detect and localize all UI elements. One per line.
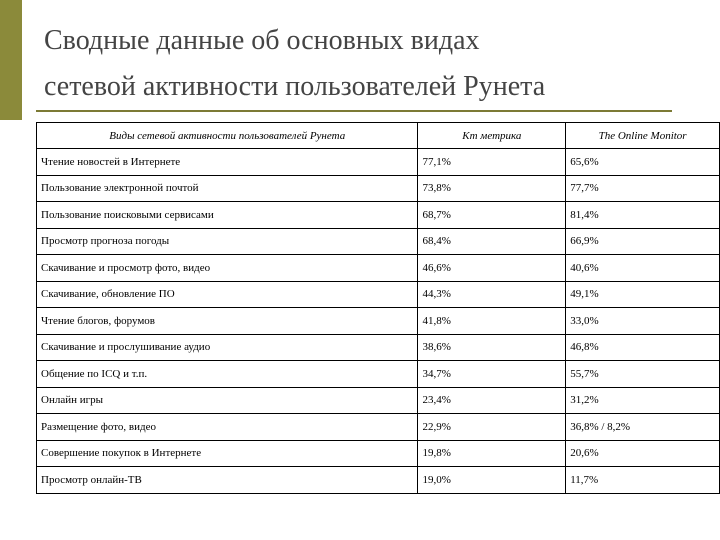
table-row [37, 175, 720, 202]
cell-kimetrika: 23,4% [418, 387, 566, 414]
cell-online-monitor: 11,7% [566, 467, 720, 494]
cell-activity: Просмотр онлайн-ТВ [37, 467, 418, 494]
table-row [37, 202, 720, 229]
table-row [37, 361, 720, 388]
cell-activity: Пользование электронной почтой [37, 175, 418, 202]
table-row [37, 334, 720, 361]
table-row [37, 255, 720, 282]
title-line-1: Сводные данные об основных видах [44, 25, 480, 56]
cell-kimetrika: 77,1% [418, 149, 566, 176]
cell-activity: Скачивание и просмотр фото, видео [37, 255, 418, 282]
table-row [37, 281, 720, 308]
cell-activity: Чтение блогов, форумов [37, 308, 418, 335]
header-activity: Виды сетевой активности пользователей Рунета [37, 123, 418, 149]
cell-kimetrika: 38,6% [418, 334, 566, 361]
page-title [44, 18, 704, 110]
cell-kimetrika: 22,9% [418, 414, 566, 441]
cell-online-monitor: 36,8% / 8,2% [566, 414, 720, 441]
cell-online-monitor: 40,6% [566, 255, 720, 282]
cell-online-monitor: 77,7% [566, 175, 720, 202]
cell-kimetrika: 19,8% [418, 440, 566, 467]
cell-kimetrika: 44,3% [418, 281, 566, 308]
cell-activity: Чтение новостей в Интернете [37, 149, 418, 176]
cell-online-monitor: 31,2% [566, 387, 720, 414]
cell-online-monitor: 46,8% [566, 334, 720, 361]
cell-kimetrika: 68,7% [418, 202, 566, 229]
cell-activity: Скачивание и прослушивание аудио [37, 334, 418, 361]
table-row [37, 414, 720, 441]
cell-online-monitor: 66,9% [566, 228, 720, 255]
cell-kimetrika: 41,8% [418, 308, 566, 335]
title-divider [36, 110, 672, 112]
table-row [37, 387, 720, 414]
cell-online-monitor: 65,6% [566, 149, 720, 176]
cell-online-monitor: 20,6% [566, 440, 720, 467]
cell-kimetrika: 73,8% [418, 175, 566, 202]
table-row [37, 228, 720, 255]
cell-online-monitor: 55,7% [566, 361, 720, 388]
cell-online-monitor: 81,4% [566, 202, 720, 229]
cell-activity: Размещение фото, видео [37, 414, 418, 441]
slide-sidebar-bar [0, 0, 22, 120]
cell-online-monitor: 33,0% [566, 308, 720, 335]
cell-activity: Совершение покупок в Интернете [37, 440, 418, 467]
cell-activity: Просмотр прогноза погоды [37, 228, 418, 255]
cell-kimetrika: 46,6% [418, 255, 566, 282]
cell-activity: Скачивание, обновление ПО [37, 281, 418, 308]
cell-kimetrika: 34,7% [418, 361, 566, 388]
cell-activity: Онлайн игры [37, 387, 418, 414]
cell-activity: Пользование поисковыми сервисами [37, 202, 418, 229]
table-row [37, 308, 720, 335]
title-line-2: сетевой активности пользователей Рунета [44, 71, 546, 102]
cell-kimetrika: 19,0% [418, 467, 566, 494]
activity-table [36, 122, 720, 494]
header-kimetrika: Km метрика [418, 123, 566, 149]
cell-online-monitor: 49,1% [566, 281, 720, 308]
table-row [37, 467, 720, 494]
table-row [37, 440, 720, 467]
cell-kimetrika: 68,4% [418, 228, 566, 255]
header-online-monitor: The Online Monitor [566, 123, 720, 149]
table-row [37, 149, 720, 176]
cell-activity: Общение по ICQ и т.п. [37, 361, 418, 388]
table-header-row [37, 123, 720, 149]
